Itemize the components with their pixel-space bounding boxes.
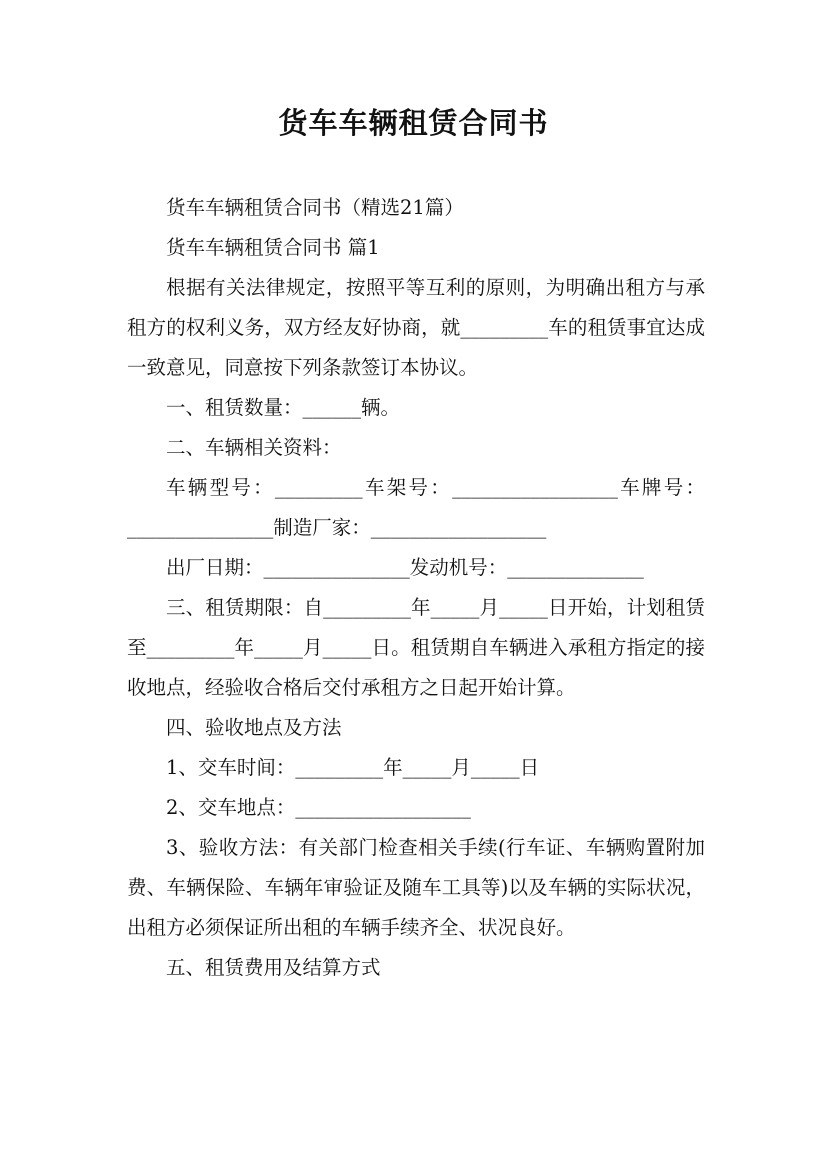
paragraph-clause-3: 三、租赁期限：自_________年_____月_____日开始，计划租赁至_________年_____月_____日。租赁期自车辆进入承租方指定的接收地点，经验收合格后交付承租方之日起开始计算。	[127, 596, 705, 699]
paragraph-clause-1: 一、租赁数量：______辆。	[166, 396, 401, 419]
paragraph-clause-4-3: 3、验收方法：有关部门检查相关手续(行车证、车辆购置附加费、车辆保险、车辆年审验证及随车工具等)以及车辆的实际状况，出租方必须保证所出租的车辆手续齐全、状况良好。	[127, 836, 705, 939]
document-title: 货车车辆租赁合同书	[278, 106, 549, 140]
paragraph-clause-2: 二、车辆相关资料：	[166, 436, 342, 459]
paragraph-clause-5: 五、租赁费用及结算方式	[166, 956, 381, 979]
paragraph-clause-4: 四、验收地点及方法	[166, 716, 342, 739]
paragraph-clause-4-2: 2、交车地点：__________________	[166, 796, 471, 819]
paragraph-heading: 货车车辆租赁合同书（精选21篇）	[166, 196, 464, 219]
paragraph-clause-4-1: 1、交车时间：_________年_____月_____日	[166, 756, 540, 779]
paragraph-section-label: 货车车辆租赁合同书 篇1	[166, 236, 380, 259]
paragraph-preamble: 根据有关法律规定，按照平等互利的原则，为明确出租方与承租方的权利义务，双方经友好协商，就_________车的租赁事宜达成一致意见，同意按下列条款签订本协议。	[127, 276, 705, 379]
paragraph-vehicle-dates: 出厂日期：_______________发动机号：______________	[166, 556, 644, 579]
document-body	[127, 188, 705, 988]
paragraph-vehicle-info: 车辆型号：_________车架号：_________________车牌号：_______________制造厂家：__________________	[127, 476, 705, 539]
